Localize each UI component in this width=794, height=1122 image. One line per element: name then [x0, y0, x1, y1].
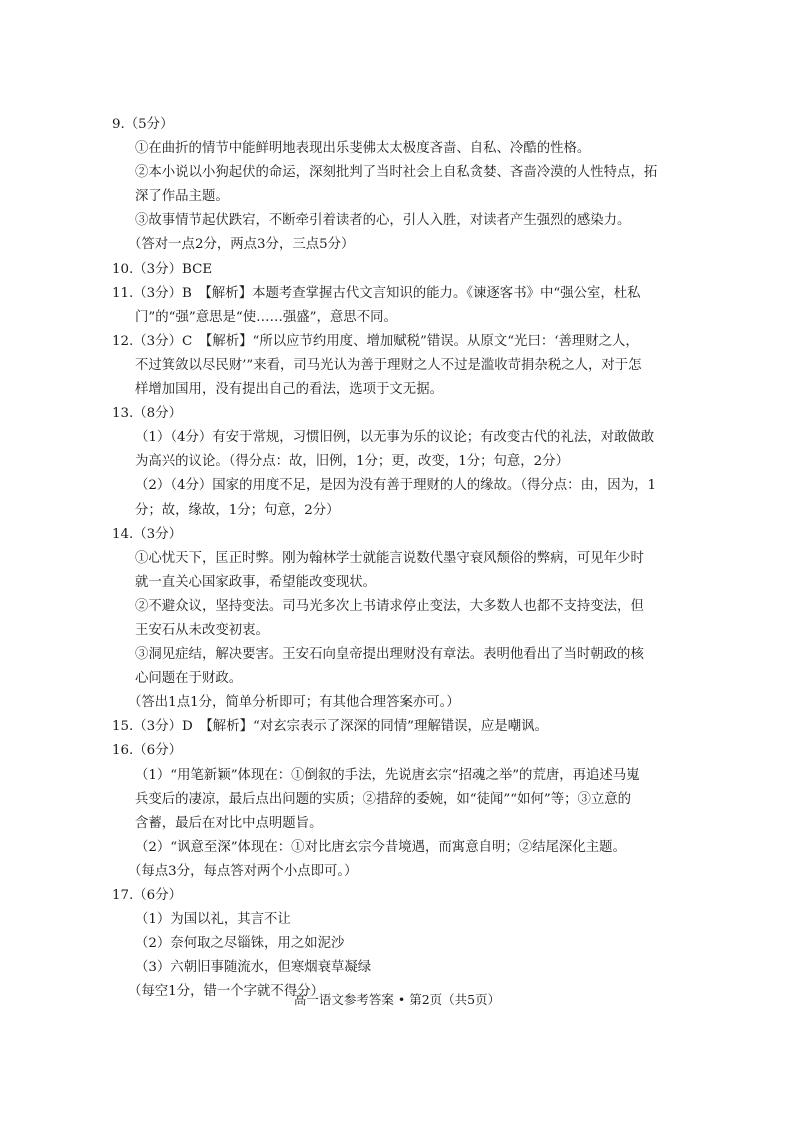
page-footer: 高一语文参考答案 • 第2页（共5页）: [293, 992, 501, 1007]
answer-line: 深了作品主题。: [135, 189, 229, 205]
answer-key-body: [112, 113, 684, 1004]
answer-line: 心问题在于财政。: [135, 671, 243, 687]
answer-line: 分；故，缘故，1分；句意，2分）: [135, 502, 340, 518]
answer-line: 样增加国用，没有提出自己的看法，选项于文无据。: [135, 382, 443, 398]
answer-line: （答对一点2分，两点3分，三点5分）: [128, 237, 355, 253]
answer-line: （2）“讽意至深”体现在：①对比唐玄宗今昔境遇，而寓意自明；②结尾深化主题。: [135, 839, 626, 855]
answer-line: ③故事情节起伏跌宕，不断牵引着读者的心，引人入胜，对读者产生强烈的感染力。: [135, 213, 631, 229]
answer-line: 门”的“强”意思是“使……强盛”，意思不同。: [135, 309, 397, 325]
answer-line: （每点3分，每点答对两个小点即可。）: [128, 863, 358, 879]
answer-line: （每空1分，错一个字就不得分）: [128, 984, 324, 1000]
answer-line: 就一直关心国家政事，希望能改变现状。: [135, 574, 377, 590]
question-line: 17.（6分）: [112, 888, 182, 903]
question-line: 16.（6分）: [112, 743, 182, 759]
question-line: 15.（3分）D 【解析】“对玄宗表示了深深的同情”理解错误，应是嘲讽。: [112, 719, 548, 735]
answer-line: （2）（4分）国家的用度不足，是因为没有善于理财的人的缘故。（得分点：由，因为，1: [135, 478, 656, 494]
answer-line: 为高兴的议论。（得分点：故，旧例，1分；更，改变，1分；句意，2分）: [135, 454, 569, 470]
answer-line: 含蓄，最后在对比中点明题旨。: [135, 815, 323, 831]
answer-line: ②不避众议，坚持变法。司马光多次上书请求停止变法，大多数人也都不支持变法，但: [135, 598, 644, 614]
answer-line: （2）奈何取之尽锱铢，用之如泥沙: [135, 936, 345, 952]
answer-line: ②本小说以小狗起伏的命运，深刻批判了当时社会上自私贪婪、吝啬冷漠的人性特点，拓: [135, 165, 658, 181]
question-line: 12.（3分）C 【解析】“所以应节约用度、增加赋税”错误。从原文“光曰：‘善理财之人，: [112, 333, 639, 349]
answer-line: ①在曲折的情节中能鲜明地表现出乐斐佛太太极度吝啬、自私、冷酷的性格。: [135, 141, 591, 157]
answer-line: 兵变后的凄凉，最后点出问题的实质；②措辞的委婉，如“徒闻”“如何”等；③立意的: [135, 791, 632, 807]
answer-line: 不过箕敛以尽民财’”来看，司马光认为善于理财之人不过是滥收苛捐杂税之人，对于怎: [135, 357, 642, 373]
answer-line: （1）为国以礼，其言不让: [135, 912, 291, 928]
answer-line: （1）（4分）有安于常规，习惯旧例，以无事为乐的议论；有改变古代的礼法，对敢做敢: [135, 430, 655, 446]
answer-line: （3）六朝旧事随流水，但寒烟衰草凝绿: [135, 960, 372, 976]
question-line: 9.（5分）: [112, 117, 174, 132]
question-line: 10.（3分）BCE: [112, 261, 213, 277]
answer-line: （1）“用笔新颖”体现在：①倒叙的手法，先说唐玄宗“招魂之举”的荒唐，再追述马嵬: [135, 767, 640, 783]
question-line: 14.（3分）: [112, 526, 182, 542]
answer-line: （答出1点1分，简单分析即可；有其他合理答案亦可。）: [128, 695, 460, 711]
answer-line: ①心忧天下，匡正时弊。刚为翰林学士就能言说数代墨守衰风颓俗的弊病，可见年少时: [135, 550, 644, 566]
answer-line: ③洞见症结，解决要害。王安石向皇帝提出理财没有章法。表明他看出了当时朝政的核: [135, 647, 644, 663]
question-line: 11.（3分）B 【解析】本题考查掌握古代文言知识的能力。《谏逐客书》中“强公室，杜私: [112, 285, 641, 301]
question-line: 13.（8分）: [112, 406, 182, 422]
answer-line: 王安石从未改变初衷。: [135, 622, 269, 638]
